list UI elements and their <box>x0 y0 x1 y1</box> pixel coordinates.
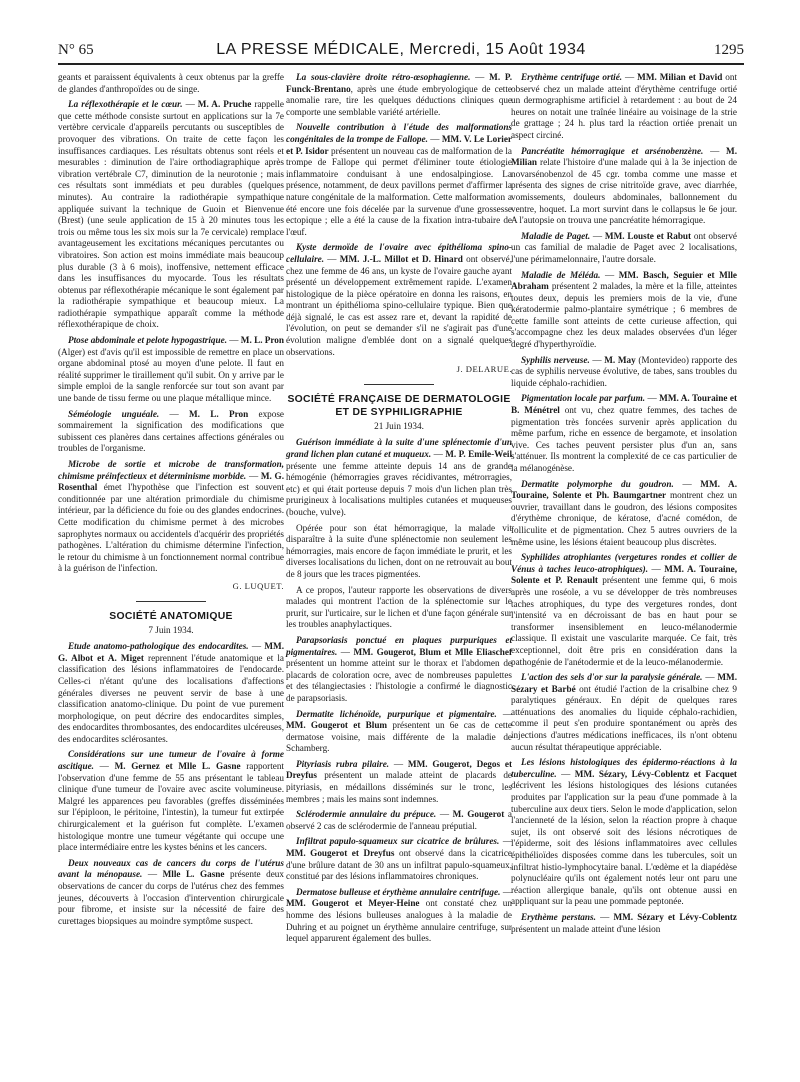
article-title: Erythème perstans. <box>521 911 596 922</box>
article: Pigmentation locale par parfum. — MM. A. Touraine et B. Ménétrel ont vu, chez quatre femmes, des taches de pigmentation très foncées survenir après application du même parfum, riche en essence de bergamote, et insolation vive. Ces taches peuvent persister plus d'un an, sans s'atténuer. Ils montrent la complexité de ce cas particulier de la mélanogénèse. <box>511 393 738 473</box>
author: M. G. Rosenthal <box>58 470 284 493</box>
article-body: présentent une femme qui, 6 mois après une roséole, a vu se développer de très nombreuses taches atrophiques, du type des vergetures rondes, dont l'intensité va en décroissant de bas en haut pour se transformer insensiblement en leuco-mélanodermie classique. Il existait une vascularite marquée. Ce fait, très exceptionnel, doit être pris en considération dans la pathogénie de l'anétodermie et de la leuco-mélanodermie. <box>511 575 737 667</box>
article-body: a observé 2 cas de sclérodermie de l'anneau préputial. <box>286 809 512 831</box>
article: Microbe de sortie et microbe de transformation, chimisme préinfectieux et déterminisme morbide. — M. G. Rosenthal émet l'hypothèse que l'infection est souvent conditionnée par une altération primordiale du chimisme intérieur, par la déficience du foie ou des glandes endocrines. Cette modification du chimisme permet à des microbes saprophytes normaux ou accidentels d'acquérir des propriétés pathogènes. L'altération du chimisme détermine l'infection, le retour du chimisme à un fonctionnement normal contribue à la guérison de l'infection. <box>58 459 284 574</box>
article-body: présentent un malade atteint de placards de pityriasis, en médaillons disséminés sur le tronc, les membres ; mais les mains sont indemnes. <box>286 770 512 804</box>
article: Séméologie unguéale. — M. L. Pron expose sommairement la signification des modifications que subissent ces planères dans certaines affections générales ou troubles de l'organisme. <box>58 408 285 454</box>
article: Pityriasis rubra pilaire. — MM. Gougerot, Degos et Dreyfus présentent un malade atteint de placards de pityriasis, en médaillons disséminés sur le tronc, les membres ; mais les mains sont indemnes. <box>286 758 513 804</box>
author: MM. A. Touraine, Solente et P. Renault <box>511 563 737 586</box>
paragraph: A ce propos, l'auteur rapporte les observations de divers malades qui montrent l'action de la splénectomie sur le prurit, sur l'urticaire, sur le lichen et d'une façon générale sur les troubles anaphylactiques. <box>286 584 512 630</box>
author: MM. A. Touraine et B. Ménétrel <box>511 393 738 416</box>
author: MM. Louste et Rabut <box>604 230 692 241</box>
column-right <box>511 72 737 939</box>
article-title: Deux nouveaux cas de cancers du corps de l'utérus avant la ménopause. <box>58 857 284 880</box>
article-body: ont observé dans la cicatrice d'une brûlure datant de 30 ans un infiltrat papulo-squameux, constitué par des lésions inflammatoires chroniques. <box>286 848 513 882</box>
article-body: présentent un malade atteint d'une lésion <box>511 923 661 934</box>
page-header <box>58 39 744 65</box>
author: M. L. Pron <box>240 335 285 346</box>
section-heading: SOCIÉTÉ FRANÇAISE DE DERMATOLOGIE ET DE SYPHILIGRAPHIE <box>287 393 511 418</box>
article-title: Considérations sur une tumeur de l'ovaire à forme ascitique. <box>58 749 284 772</box>
article-body: relate l'histoire d'une malade qui à la 3e injection de novarsénobenzol de 45 cgr. tomba comme une masse et présenta des signes de crise nitritoïde grave, avec diarrhée, vomissements, douleurs abdominales, ballonnement du ventre, hoquet. La mort survint dans le collapsus le 6e jour. A l'autopsie on trouva une pancréatite hémorragique. <box>511 157 737 226</box>
author: M. Gernez et Mlle L. Gasne <box>114 761 241 772</box>
article: Deux nouveaux cas de cancers du corps de l'utérus avant la ménopause. — Mlle L. Gasne présente deux observations de cancer du corps de l'utérus chez des femmes jeunes, découverts à l'occasion d'intervention chirurgicale pour fibrome, et insiste sur la nécessité de faire des curettages biopsiques au moindre symptôme suspect. <box>58 857 284 926</box>
article: Considérations sur une tumeur de l'ovaire à forme ascitique. — M. Gernez et Mlle L. Gasne rapportent l'observation d'une femme de 55 ans présentant le tableau clinique d'une tumeur de l'ovaire avec ascite volumineuse. Malgré les apparences peu favorables (greffes disséminées sur l'épiploon, le péritoine, l'intestin), la tumeur fut extirpée chirurgicalement et la guérison fut complète. L'examen histologique montre une tumeur végétante qui occupe une place intermédiaire entre les kystes bénins et les cancers. <box>58 749 284 853</box>
article: Dermatite lichénoïde, purpurique et pigmentaire. — MM. Gougerot et Blum présentent un 6e cas de cette dermatose voisine, mais différente de la maladie de Schamberg. <box>286 708 513 754</box>
author: MM. Sézary, Lévy-Coblentz et Facquet <box>574 768 737 779</box>
article: Syphilides atrophiantes (vergetures rondes et collier de Vénus à taches leuco-atrophiques). — MM. A. Touraine, Solente et P. Renault présentent une femme qui, 6 mois après une roséole, a vu se développer de très nombreuses taches atrophiques, du type des vergetures rondes, dont l'intensité va en décroissant de bas en haut pour se transformer insensiblement en leuco-mélanodermie classique. Il existait une vascularite marquée. Ce fait, très exceptionnel, doit être pris en considération dans la pathogénie de l'anétodermie et de la leuco-mélanodermie. <box>511 552 737 667</box>
author: MM. Basch, Seguier et Mlle Abraham <box>511 269 738 292</box>
article: Guérison immédiate à la suite d'une splénectomie d'un grand lichen plan cutané et muqueux. — M. P. Emile-Weil présente une femme atteinte depuis 14 ans de grande hémogénie (hémorragies graves récidivantes, métrorragies, etc) et qui était porteuse depuis 7 mois d'un lichen plan très prurigineux à localisations multiples cutanées et muqueuses (bouche, vulve). <box>286 437 513 517</box>
article-body: décrivent les lésions histologiques des lésions cutanées produites par l'application sur la peau d'une pommade à la tuberculine aux deux tiers. Selon le mode d'application, selon l'ancienneté de la lésion, selon la réaction propre à chaque sujet, ils ont observé soit des lésions nécrotiques de l'épiderme, soit des lésions inflammatoires avec cellules épithélioïdes disposées comme dans les tubercules, soit un infiltrat histio-lymphocytaire banal. L'œdème et la diapédèse polynucléaire qu'ils ont également notés leur ont paru une réaction allergique banale, qu'ils ont obtenue aussi en appliquant sur la peau une pommade peptonée. <box>511 780 737 907</box>
article-body: (Alger) est d'avis qu'il est impossible de remettre en place un organe abdominal ptosé au moyen d'une pelote. Il faut en réalité supprimer le tiraillement qu'il subit. On y arrive par le simple emploi de la sangle renforcée sur tout son avant par une bande de tissu ferme ou une plaque métallique mince. <box>58 346 284 404</box>
article: L'action des sels d'or sur la paralysie générale. — MM. Sézary et Barbé ont étudié l'action de la crisalbine chez 9 paralytiques généraux. En dépit de quelques rares atténuations des anomalies du liquide céphalo-rachidien, comme il peut s'en produire spontanément ou après des injections d'autres médications inefficaces, ils n'ont obtenu aucun résultat thérapeutique appréciable. <box>511 672 738 752</box>
article-title: La réflexothérapie et le cœur. <box>68 99 183 110</box>
article-body: ont observé chez un malade atteint d'érythème centrifuge ortié un dermographisme artificiel à retardement : au bout de 24 heures on notait une traînée linéaire au voisinage de la strie de grattage ; 24 h. plus tard la réaction ortiée prenait un aspect circiné. <box>511 72 737 140</box>
article: Infiltrat papulo-squameux sur cicatrice de brûlures. — MM. Gougerot et Dreyfus ont observé dans la cicatrice d'une brûlure datant de 30 ans un infiltrat papulo-squameux, constitué par des lésions inflammatoires chroniques. <box>286 836 513 882</box>
author: MM. Gougerot, Blum et Mlle Eliaschef <box>353 646 513 657</box>
article: Erythème perstans. — MM. Sézary et Lévy-Coblentz présentent un malade atteint d'une lésion <box>511 911 737 934</box>
article: Les lésions histologiques des épidermo-réactions à la tuberculine. — MM. Sézary, Lévy-Coblentz et Facquet décrivent les lésions histologiques des lésions cutanées produites par l'application sur la peau d'une pommade à la tuberculine aux deux tiers. Selon le mode d'application, selon l'ancienneté de la lésion, selon la réaction propre à chaque sujet, ils ont observé soit des lésions nécrotiques de l'épiderme, soit des lésions inflammatoires avec cellules épithélioïdes disposées comme dans les tubercules, soit un infiltrat histio-lymphocytaire banal. L'œdème et la diapédèse polynucléaire qu'ils ont également notés leur ont paru une réaction allergique banale, qu'ils ont obtenue aussi en appliquant sur la peau une pommade peptonée. <box>511 757 737 907</box>
section-heading: SOCIÉTÉ ANATOMIQUE <box>109 610 233 622</box>
author: MM. Sézary et Barbé <box>511 672 738 694</box>
author: MM. Gougerot et Dreyfus <box>286 848 395 859</box>
paragraph: geants et paraissent équivalents à ceux obtenus par la greffe de glandes d'anthropoïdes ou de singe. <box>58 72 284 94</box>
article: Dermatose bulleuse et érythème annulaire centrifuge. — MM. Gougerot et Meyer-Heine ont constaté chez un homme des lésions bulleuses analogues à la maladie de Duhring et au poignet un érythème annulaire centrifuge, sur lequel apparurent également des bulles. <box>286 886 513 944</box>
article-body: ont observé un cas familial de maladie de Paget avec 2 localisations, l'une périmamelonnaire, l'autre dorsale. <box>511 230 738 264</box>
article-title: Etude anatomo-pathologique des endocardites. <box>68 641 249 652</box>
article-title: Syphilides atrophiantes (vergetures rondes et collier de Vénus à taches leuco-atrophiques). <box>511 552 737 574</box>
author: MM. G. Albot et A. Miget <box>58 641 284 663</box>
article: La sous-clavière droite rétro-œsophagienne. — M. P. Funck-Brentano, après une étude embryologique de cette anomalie rare, tire les quelques déductions cliniques que comporte une semblable variété artérielle. <box>286 72 512 117</box>
author: M. P. Funck-Brentano <box>286 72 512 94</box>
article-title: Dermatose bulleuse et érythème annulaire centrifuge. <box>296 886 501 897</box>
article-title: Ptose abdominale et pelote hypogastrique. <box>68 335 227 346</box>
author: MM. Gougerot et Blum <box>286 720 388 731</box>
author: M. Milian <box>511 145 737 168</box>
journal-title: LA PRESSE MÉDICALE, Mercredi, 15 Août 1934 <box>216 41 586 58</box>
author: M. P. Emile-Weil <box>445 449 513 460</box>
article-body: montrent chez un ouvrier, travaillant dans le goudron, des lésions composites d'érythème chronique, de kératose, d'acné comédon, de folliculite et de pigmentation. Chez 5 autres ouvriers de la même usine, les lésions étaient beaucoup plus discrètes. <box>511 490 737 547</box>
article-title: Sclérodermie annulaire du prépuce. <box>296 809 437 820</box>
divider <box>136 601 206 602</box>
article-title: Pityriasis rubra pilaire. <box>296 758 390 769</box>
article-title: Syphilis nerveuse. <box>521 354 590 365</box>
session-date: 7 Juin 1934. <box>148 624 194 635</box>
article-title: Dermatite polymorphe du goudron. <box>521 478 674 489</box>
author: M. May <box>604 354 636 365</box>
article-title: Kyste dermoïde de l'ovaire avec épithélioma spino-cellulaire. <box>286 242 512 264</box>
article: Maladie de Méléda. — MM. Basch, Seguier et Mlle Abraham présentent 2 malades, la mère et la fille, atteintes toutes deux, depuis les premiers mois de la vie, d'une kératodermie palmo-plantaire symétrique ; 6 membres de cette famille sont atteints de cette curieuse affection, qui s'accompagne chez les deux malades observées d'un léger degré d'hyperthyroïdie. <box>511 269 738 350</box>
signature: G. LUQUET. <box>232 580 284 591</box>
article-title: Les lésions histologiques des épidermo-réactions à la tuberculine. <box>511 757 737 779</box>
article-title: Erythème centrifuge ortié. <box>521 72 623 82</box>
article-title: Infiltrat papulo-squameux sur cicatrice de brûlures. <box>296 836 500 847</box>
article-body: , après une étude embryologique de cette anomalie rare, tire les quelques déductions cliniques que comporte une semblable variété artérielle. <box>286 83 512 117</box>
article: Kyste dermoïde de l'ovaire avec épithélioma spino-cellulaire. — MM. J.-L. Millot et D. Hinard ont observé, chez une femme de 46 ans, un kyste de l'ovaire gauche ayant présenté un développement extrêmement rapide. L'examen histologique de la pièce opératoire en donna les raisons, en montrant un épithélioma spino-cellulaire typique. Bien que déjà signalé, le cas est assez rare et, devant la rapidité de l'évolution, on peut se demander s'il ne s'agirait pas d'une évolution maligne d'emblée dont on a signalé quelques observations. <box>286 242 512 357</box>
paragraph: Opérée pour son état hémorragique, la malade vit disparaître à la suite d'une splénectomie non seulement les hémorragies, mais encore de façon immédiate le prurit, et les diverses localisations du lichen, dont on ne retrouvait au bout de 8 jours que les traces pigmentées. <box>286 522 512 579</box>
article: Maladie de Paget. — MM. Louste et Rabut ont observé un cas familial de maladie de Paget avec 2 localisations, l'une périmamelonnaire, l'autre dorsale. <box>511 230 738 264</box>
article-body: présentent un nouveau cas de malformation de la trompe de Fallope qui permet d'éliminer toute étiologie inflammatoire conduisant à une endosalpingiose. La présence, notamment, de deux pavillons permet d'affirmer la nature congénitale de la malformation. Cette malformation a été encore une fois décelée par la survenue d'une grossesse ectopique ; elle a été la cause de la fixation intra-tubaire de l'œuf. <box>286 145 512 237</box>
article: Erythème centrifuge ortié. — MM. Milian et David ont observé chez un malade atteint d'érythème centrifuge ortié un dermographisme artificiel à retardement : au bout de 24 heures on notait une traînée linéaire au voisinage de la strie de grattage ; 24 h. plus tard la réaction ortiée prenait un aspect circiné. <box>511 72 737 140</box>
author: MM. A. Touraine, Solente et Ph. Baumgartner <box>511 478 737 501</box>
author: M. Gougerot <box>452 809 505 820</box>
article-title: Pancréatite hémorragique et arsénobenzène. <box>521 145 704 156</box>
article-body: ont observé, chez une femme de 46 ans, un kyste de l'ovaire gauche ayant présenté un développement extrêmement rapide. L'examen histologique de la pièce opératoire en donna les raisons, en montrant un épithélioma spino-cellulaire typique. Bien que déjà signalé, le cas est assez rare et, devant la rapidité de l'évolution, on peut se demander s'il ne s'agirait pas d'une évolution maligne d'emblée dont on a signalé quelques observations. <box>286 253 512 357</box>
article-title: Dermatite lichénoïde, purpurique et pigmentaire. <box>296 708 497 719</box>
article-body: émet l'hypothèse que l'infection est souvent conditionnée par une altération primordiale du chimisme intérieur, par la déficience du foie ou des glandes endocrines. Cette modification du chimisme permet à des microbes saprophytes normaux ou accidentels d'acquérir des propriétés pathogènes. L'altération du chimisme détermine l'infection, le retour du chimisme à un fonctionnement normal contribue à la guérison de l'infection. <box>58 482 284 574</box>
author: MM. V. Le Lorier et P. Isidor <box>286 133 513 156</box>
article-title: La sous-clavière droite rétro-œsophagienne. <box>296 72 471 82</box>
article-body: expose sommairement la signification des modifications que subissent ces planères dans certaines affections générales ou troubles de l'organisme. <box>58 408 285 454</box>
author: M. L. Pron <box>188 408 249 419</box>
author: MM. Sézary et Lévy-Coblentz <box>613 911 737 922</box>
article-title: Nouvelle contribution à l'étude des malformations congénitales de la trompe de Fallope. <box>286 122 512 144</box>
article-title: L'action des sels d'or sur la paralysie générale. <box>521 672 703 683</box>
article-body: reprennent l'étude anatomique et la classification des lésions inflammatoires de l'endocarde. Celles-ci n'étant qu'une des localisations d'affections générales diverses ne peuvent servir de base à une classification anatomo-clinique. Du point de vue purement morphologique, on peut décrire des endocardites simples, des endocardites thrombosantes, des endocardites ulcéreuses, des endocardites sclérosantes. <box>58 652 284 744</box>
article-body: présentent un 6e cas de cette dermatose voisine, mais différente de la maladie de Schamberg. <box>286 720 513 754</box>
article-body: présentent un homme atteint sur le thorax et l'abdomen de placards de coloration ocre, avec de nombreuses papulettes et des télangiectasies : l'histologie a confirmé le diagnostic de parapsoriasis. <box>286 658 512 703</box>
article-title: Maladie de Méléda. <box>521 269 601 280</box>
article: Sclérodermie annulaire du prépuce. — M. Gougerot a observé 2 cas de sclérodermie de l'anneau préputial. <box>286 809 512 831</box>
article-title: Microbe de sortie et microbe de transformation, chimisme préinfectieux et déterminisme morbide. <box>58 459 284 481</box>
article: Nouvelle contribution à l'étude des malformations congénitales de la trompe de Fallope. — MM. V. Le Lorier et P. Isidor présentent un nouveau cas de malformation de la trompe de Fallope qui permet d'éliminer toute étiologie inflammatoire conduisant à une endosalpingiose. La présence, notamment, de deux pavillons permet d'affirmer la nature congénitale de la malformation. Cette malformation a été encore une fois décelée par la survenue d'une grossesse ectopique ; elle a été la cause de la fixation intra-tubaire de l'œuf. <box>286 122 513 237</box>
author: Mlle L. Gasne <box>162 869 225 880</box>
author: M. A. Pruche <box>197 99 252 110</box>
article-title: Séméologie unguéale. <box>68 408 160 419</box>
article: Dermatite polymorphe du goudron. — MM. A. Touraine, Solente et Ph. Baumgartner montrent chez un ouvrier, travaillant dans le goudron, des lésions composites d'érythème chronique, de kératose, d'acné comédon, de folliculite et de pigmentation. Chez 5 autres ouvriers de la même usine, les lésions étaient beaucoup plus discrètes. <box>511 478 737 547</box>
article-body: ont constaté chez un homme des lésions bulleuses analogues à la maladie de Duhring et au poignet un érythème annulaire centrifuge, sur lequel apparurent également des bulles. <box>286 898 512 944</box>
author: MM. Gougerot, Degos et Dreyfus <box>286 758 513 781</box>
article-body: ont étudié l'action de la crisalbine chez 9 paralytiques généraux. En dépit de quelques rares atténuations des anomalies du liquide céphalo-rachidien, comme il peut s'en produire spontanément ou après des injections d'autres médications inefficaces, ils n'ont obtenu aucun résultat thérapeutique appréciable. <box>511 683 737 752</box>
author: MM. Gougerot et Meyer-Heine <box>286 898 420 909</box>
session-date: 21 Juin 1934. <box>374 420 424 431</box>
article-body: ont vu, chez quatre femmes, des taches de pigmentation très foncées survenir après application du même parfum, riche en essence de bergamote, et insolation vive. Ces taches peuvent persister plus d'un an, sans s'atténuer. Ils montrent la complexité de ce cas particulier de la mélanogénèse. <box>511 405 737 473</box>
article-title: Pigmentation locale par parfum. <box>521 393 646 404</box>
article-body: présente deux observations de cancer du corps de l'utérus chez des femmes jeunes, découverts à l'occasion d'intervention chirurgicale pour fibrome, et insiste sur la nécessité de faire des curettages biopsiques au moindre symptôme suspect. <box>58 869 284 926</box>
article-body: rappelle que cette méthode consiste surtout en applications sur la 7e vertèbre cervicale d'appareils percutants ou susceptibles de provoquer des vibrations. On traite de cette façon les insuffisances cardiaques. Les résultats obtenus sont réels et mesurables : diminution de l'aire orthodiagraphique après vibration vertébrale C7, diminution de la neurotonie ; mais ces résultats sont immédiats et peu durables (quelques minutes). Au contraire la radiothérapie sympathique appliquée suivant la technique de Guoin et Bienvenue (Brest) (une seule application de 15 à 20 minutes tous les trois ou même tous les six mois sur la 7e cervicale) remplace avantageusement les excitations mécaniques percutantes ou vibratoires. Son action est moins immédiate mais beaucoup plus durable (3 à 6 mois), inoffensive, nettement efficace dans les insuffisances du myocarde. Tous les résultats obtenus par réflexothérapie mécanique le sont également par la radiothérapie sympathique et beaucoup mieux. La radiothérapie sympathique apparaît comme la méthode réflexothérapique de choix. <box>58 99 284 330</box>
article-title: Guérison immédiate à la suite d'une splénectomie d'un grand lichen plan cutané et muqueux. <box>286 437 512 460</box>
article: Ptose abdominale et pelote hypogastrique. — M. L. Pron (Alger) est d'avis qu'il est impossible de remettre en place un organe abdominal ptosé au moyen d'une pelote. Il faut en réalité supprimer le tiraillement qu'il subit. On y arrive par le simple emploi de la sangle renforcée sur tout son avant par une bande de tissu ferme ou une plaque métallique mince. <box>58 335 285 404</box>
article: Etude anatomo-pathologique des endocardites. — MM. G. Albot et A. Miget reprennent l'étude anatomique et la classification des lésions inflammatoires de l'endocarde. Celles-ci n'étant qu'une des localisations d'affections générales diverses ne peuvent servir de base à une classification anatomo-clinique. Du point de vue purement morphologique, on peut décrire des endocardites simples, des endocardites thrombosantes, des endocardites ulcéreuses, des endocardites sclérosantes. <box>58 641 284 744</box>
article-title: Maladie de Paget. <box>521 230 591 241</box>
author: MM. Milian et David <box>637 72 723 82</box>
article: Pancréatite hémorragique et arsénobenzène. — M. Milian relate l'histoire d'une malade qui à la 3e injection de novarsénobenzol de 45 cgr. tomba comme une masse et présenta des signes de crise nitritoïde grave, avec diarrhée, vomissements, douleurs abdominales, ballonnement du ventre, hoquet. La mort survint dans le collapsus le 6e jour. A l'autopsie on trouva une pancréatite hémorragique. <box>511 145 737 226</box>
author: MM. J.-L. Millot et D. Hinard <box>339 253 463 264</box>
article-body: présentent 2 malades, la mère et la fille, atteintes toutes deux, depuis les premiers mois de la vie, d'une kératodermie palmo-plantaire symétrique ; 6 membres de cette famille sont atteints de cette curieuse affection, qui s'accompagne chez les deux malades observées d'un léger degré d'hyperthyroïdie. <box>511 281 737 350</box>
article-body: présente une femme atteinte depuis 14 ans de grande hémogénie (hémorragies graves récidivantes, métrorragies, etc) et qui était porteuse depuis 7 mois d'un lichen plan très prurigineux à localisations multiples cutanées et muqueuses (bouche, vulve). <box>286 460 512 517</box>
issue-number: N° 65 <box>58 42 94 58</box>
article-body: rapportent l'observation d'une femme de 55 ans présentant le tableau clinique d'une tumeur de l'ovaire avec ascite volumineuse. Malgré les apparences peu favorables (greffes disséminées sur l'épiploon, le péritoine, l'intestin), la tumeur fut extirpée chirurgicalement et la guérison fut complète. L'examen histologique montre une tumeur végétante qui occupe une place intermédiaire entre les kystes bénins et les cancers. <box>58 761 284 853</box>
signature: J. DELARUE. <box>456 364 512 375</box>
divider <box>364 384 434 385</box>
column-middle <box>286 72 512 949</box>
article-body: (Montevideo) rapporte des cas de syphilis nerveuse évolutive, de tabes, sans troubles du liquide céphalo-rachidien. <box>511 354 738 388</box>
column-left <box>58 72 284 931</box>
article: Parapsoriasis ponctué en plaques purpuriques et pigmentaires. — MM. Gougerot, Blum et Mlle Eliaschef présentent un homme atteint sur le thorax et l'abdomen de placards de coloration ocre, avec de nombreuses papulettes et des télangiectasies : l'histologie a confirmé le diagnostic de parapsoriasis. <box>286 634 513 703</box>
article-title: Parapsoriasis ponctué en plaques purpuriques et pigmentaires. <box>286 634 512 657</box>
article: Syphilis nerveuse. — M. May (Montevideo) rapporte des cas de syphilis nerveuse évolutive, de tabes, sans troubles du liquide céphalo-rachidien. <box>511 354 738 388</box>
page-number: 1295 <box>714 42 744 58</box>
article: La réflexothérapie et le cœur. — M. A. Pruche rappelle que cette méthode consiste surtout en applications sur la 7e vertèbre cervicale d'appareils percutants ou susceptibles de provoquer des vibrations. On traite de cette façon les insuffisances cardiaques. Les résultats obtenus sont réels et mesurables : diminution de l'aire orthodiagraphique après vibration vertébrale C7, diminution de la neurotonie ; mais ces résultats sont immédiats et peu durables (quelques minutes). Au contraire la radiothérapie sympathique appliquée suivant la technique de Guoin et Bienvenue (Brest) (une seule application de 15 à 20 minutes tous les trois ou même tous les six mois sur la 7e cervicale) remplace avantageusement les excitations mécaniques percutantes ou vibratoires. Son action est moins immédiate mais beaucoup plus durable (3 à 6 mois), inoffensive, nettement efficace dans les insuffisances du myocarde. Tous les résultats obtenus par réflexothérapie mécanique le sont également par la radiothérapie sympathique et beaucoup mieux. La radiothérapie sympathique apparaît comme la méthode réflexothérapique de choix. <box>58 99 284 330</box>
